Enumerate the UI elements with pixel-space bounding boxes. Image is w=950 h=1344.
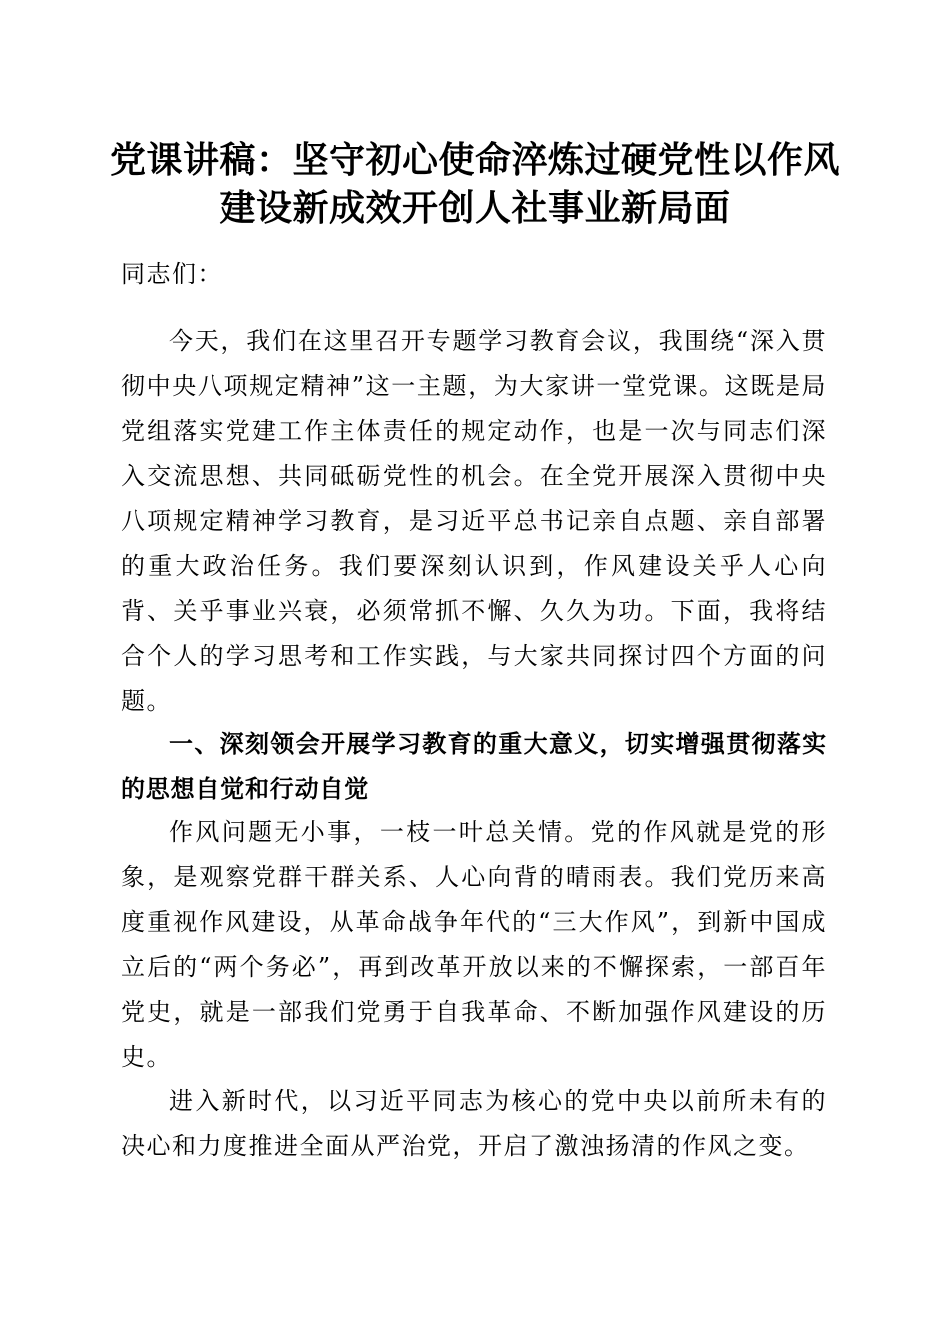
paragraph-section-1-b: 进入新时代，以习近平同志为核心的党中央以前所未有的决心和力度推进全面从严治党，开启了激浊扬清的作风之变。 [121, 1087, 827, 1160]
section-heading-1: 一、深刻领会开展学习教育的重大意义，切实增强贯彻落实的思想自觉和行动自觉 [121, 730, 827, 803]
paragraph-section-1-a: 作风问题无小事，一枝一叶总关情。党的作风就是党的形象，是观察党群干群关系、人心向背的晴雨表。我们党历来高度重视作风建设，从革命战争年代的“三大作风”，到新中国成立后的“两个务必”，再到改革开放以来的不懈探索，一部百年党史，就是一部我们党勇于自我革命、不断加强作风建设的历史。 [121, 818, 827, 1071]
document-title-line-2: 建设新成效开创人社事业新局面 [219, 187, 731, 229]
document-title-line-1: 党课讲稿：坚守初心使命淬炼过硬党性以作风 [109, 139, 840, 181]
greeting: 同志们： [121, 260, 223, 288]
paragraph-intro: 今天，我们在这里召开专题学习教育会议，我围绕“深入贯彻中央八项规定精神”这一主题，为大家讲一堂党课。这既是局党组落实党建工作主体责任的规定动作，也是一次与同志们深入交流思想、共同砥砺党性的机会。在全党开展深入贯彻中央八项规定精神学习教育，是习近平总书记亲自点题、亲自部署的重大政治任务。我们要深刻认识到，作风建设关乎人心向背、关乎事业兴衰，必须常抓不懈、久久为功。下面，我将结合个人的学习思考和工作实践，与大家共同探讨四个方面的问题。 [121, 327, 827, 715]
